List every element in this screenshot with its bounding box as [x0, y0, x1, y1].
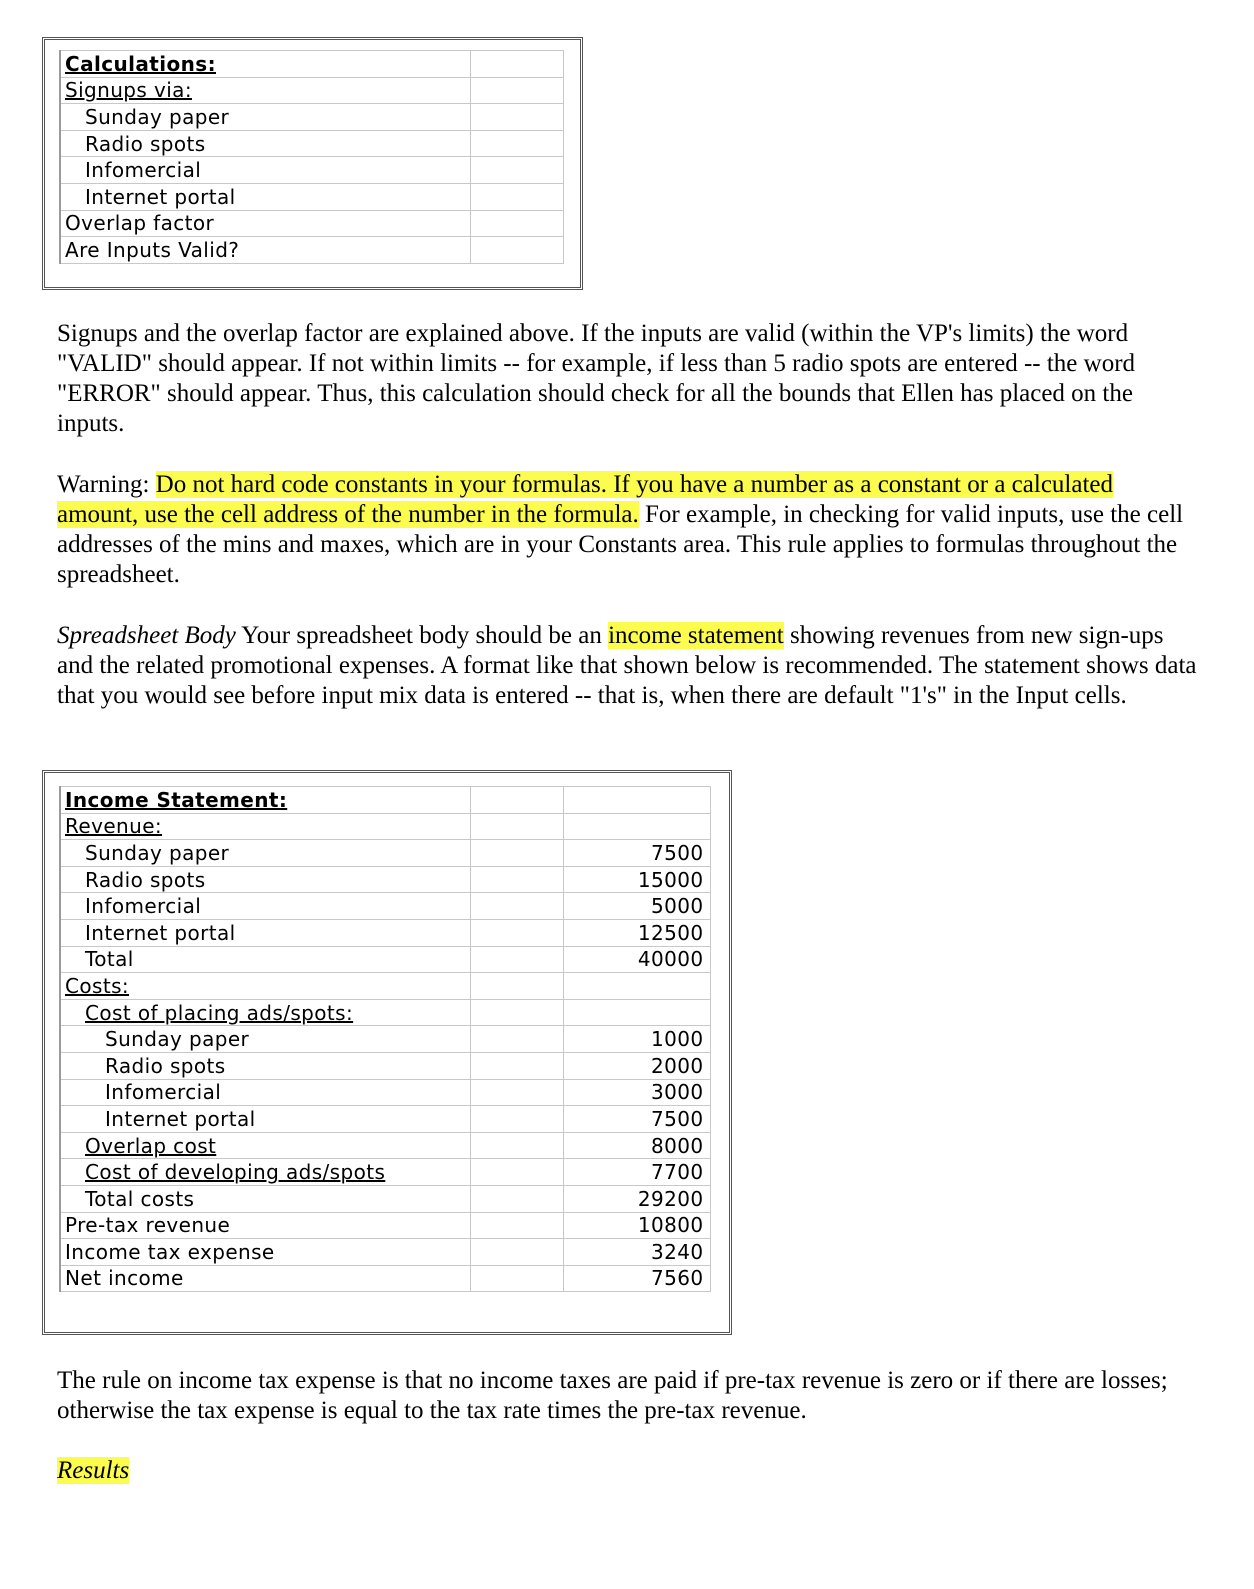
table-row [60, 1079, 710, 1106]
table-row [60, 946, 710, 973]
total-costs-label: Total costs [60, 1185, 470, 1212]
row-label: Infomercial [60, 157, 470, 184]
paragraph-validity: Signups and the overlap factor are explained above. If the inputs are valid (within the VP's limits) the word "VALID" should appear. If not within limits -- for example, if less than 5 radio spots are entered -- the word "ERROR" should appear. Thus, this calculation should check for all the bounds that Ellen has placed on the inputs. [57, 320, 1136, 437]
row-value: 40000 [563, 946, 710, 973]
row-value: 1000 [563, 1026, 710, 1053]
table-row [60, 919, 710, 946]
revenue-label: Revenue: [60, 813, 470, 840]
table-row [60, 1239, 710, 1266]
row-label: Sunday paper [60, 104, 470, 131]
income-tax-label: Income tax expense [60, 1239, 470, 1266]
table-row [60, 104, 563, 131]
row-value: 7500 [563, 1106, 710, 1133]
total-costs-value: 29200 [563, 1185, 710, 1212]
row-value: 2000 [563, 1052, 710, 1079]
row-label: Radio spots [60, 866, 470, 893]
table-row [60, 787, 710, 814]
table-row [60, 237, 563, 264]
row-label: Infomercial [60, 1079, 470, 1106]
row-value: 7500 [563, 840, 710, 867]
table-row [60, 157, 563, 184]
costs-label: Costs: [60, 973, 470, 1000]
row-value: 3000 [563, 1079, 710, 1106]
paragraph-spreadsheet-body [57, 621, 1197, 711]
inputs-valid-label: Are Inputs Valid? [60, 237, 470, 264]
table-row [60, 866, 710, 893]
row-label: Radio spots [60, 130, 470, 157]
table-row [60, 183, 563, 210]
net-income-value: 7560 [563, 1265, 710, 1292]
results-heading [57, 1456, 129, 1486]
table-row [60, 1212, 710, 1239]
income-tax-value: 3240 [563, 1239, 710, 1266]
table-row [60, 1132, 710, 1159]
table-row [60, 1265, 710, 1292]
row-label: Sunday paper [60, 1026, 470, 1053]
table-row [60, 1026, 710, 1053]
pretax-revenue-value: 10800 [563, 1212, 710, 1239]
paragraph-tax-rule: The rule on income tax expense is that no income taxes are paid if pre-tax revenue is zero or if there are losses; otherwise the tax expense is equal to the tax rate times the pre-tax revenue. [57, 1367, 1168, 1424]
developing-cost-value: 7700 [563, 1159, 710, 1186]
overlap-factor-label: Overlap factor [60, 210, 470, 237]
overlap-cost-value: 8000 [563, 1132, 710, 1159]
table-row [60, 893, 710, 920]
income-statement-grid [59, 786, 711, 1292]
table-row [60, 1052, 710, 1079]
warning-highlight: Do not hard code constants in your formulas. If you have a number as a constant or a calculated amount, use the cell address of the number in the formula. [57, 471, 1113, 528]
calculations-table-image [42, 37, 583, 290]
table-row [60, 813, 710, 840]
row-label: Infomercial [60, 893, 470, 920]
table-row [60, 973, 710, 1000]
row-label: Internet portal [60, 919, 470, 946]
paragraph-warning [57, 470, 1197, 590]
body-post: showing revenues from new sign-ups and the related promotional expenses. A format like that shown below is recommended. The statement shows data that you would see before input mix data is entered -- that is, when there are default "1's" in the Input cells. [57, 622, 1197, 709]
table-row [60, 999, 710, 1026]
income-statement-title: Income Statement: [60, 787, 470, 814]
warning-lead: Warning: [57, 471, 156, 498]
section-heading: Spreadsheet Body [57, 622, 236, 649]
table-row [60, 1159, 710, 1186]
income-statement-highlight: income statement [608, 622, 784, 649]
table-row [60, 210, 563, 237]
results-label: Results [57, 1457, 130, 1484]
table-row [60, 51, 563, 78]
table-row [60, 77, 563, 104]
row-value: 15000 [563, 866, 710, 893]
row-label: Sunday paper [60, 840, 470, 867]
table-row [60, 1106, 710, 1133]
income-statement-table-image [42, 770, 732, 1335]
table-row [60, 840, 710, 867]
placing-cost-label: Cost of placing ads/spots: [60, 999, 470, 1026]
calculations-grid [59, 50, 564, 264]
row-value: 12500 [563, 919, 710, 946]
body-pre: Your spreadsheet body should be an [235, 622, 609, 649]
row-label: Total [60, 946, 470, 973]
row-label: Internet portal [60, 183, 470, 210]
row-label: Radio spots [60, 1052, 470, 1079]
row-value: 5000 [563, 893, 710, 920]
row-label: Internet portal [60, 1106, 470, 1133]
table-row [60, 130, 563, 157]
warning-rest: For example, in checking for valid inputs, use the cell addresses of the mins and maxes, which are in your Constants area. This rule applies to formulas throughout the spreadsheet. [57, 501, 1184, 588]
pretax-revenue-label: Pre-tax revenue [60, 1212, 470, 1239]
calculations-title: Calculations: [60, 51, 470, 78]
net-income-label: Net income [60, 1265, 470, 1292]
developing-cost-label: Cost of developing ads/spots [60, 1159, 470, 1186]
signups-label: Signups via: [60, 77, 470, 104]
overlap-cost-label: Overlap cost [60, 1132, 470, 1159]
table-row [60, 1185, 710, 1212]
